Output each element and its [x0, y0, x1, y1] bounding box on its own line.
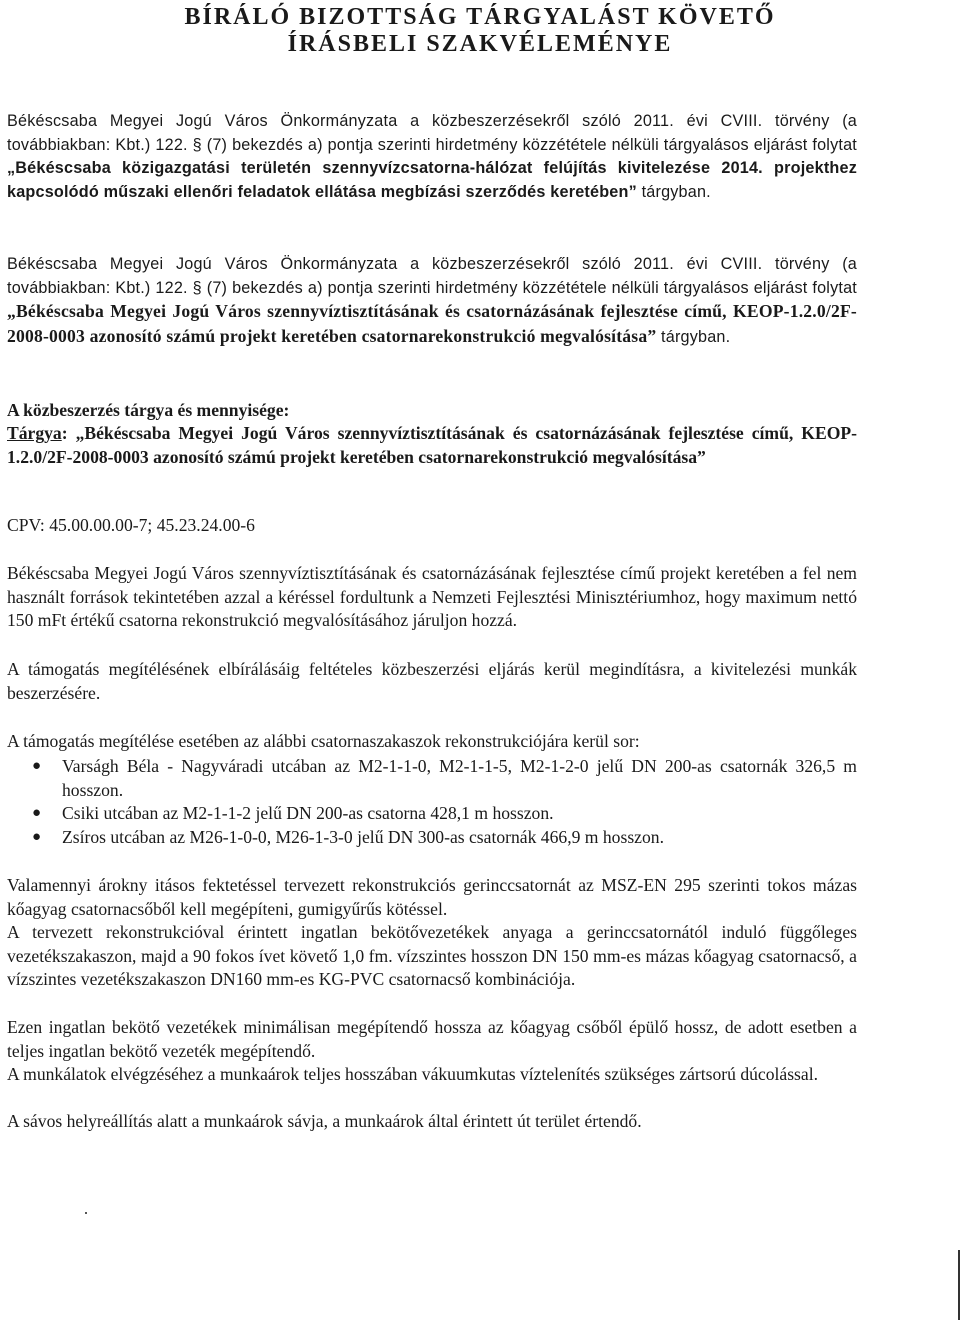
list-item: [30, 802, 857, 826]
list-item: [30, 755, 857, 802]
intro-paragraph-1: [7, 110, 857, 204]
cpv-line: CPV: 45.00.00.00-7; 45.23.24.00-6: [7, 515, 255, 535]
technical-paragraph-2: A tervezett rekonstrukcióval érintett ingatlan bekötővezetékek anyaga a gerinccsatornától induló függőleges vezetékszakaszon, majd a 90 fokos ívet követő 1,0 fm. vízszintes hosszon DN 150 mm-es mázas kőagyag csatornacső, a vízszintes vezetékszakaszon DN160 mm-es KG-PVC csatornacső kombinációja.: [7, 922, 857, 990]
subject-heading: A közbeszerzés tárgya és mennyisége:: [7, 400, 290, 420]
intro-1-subject: „Békéscsaba közigazgatási területén szennyvízcsatorna-hálózat felújítás kivitelezése 2014. projekthez kapcsolódó műszaki ellenőri feladatok ellátása megbízási szerződés keretében”: [7, 159, 857, 201]
list-item: [30, 826, 857, 850]
subject-label: Tárgya: [7, 423, 62, 443]
bullet-icon: ●: [32, 805, 42, 822]
subject-text: : „Békéscsaba Megyei Jogú Város szennyvíztisztításának és csatornázásának fejlesztése című, KEOP-1.2.0/2F-2008-0003 azonosító számú projekt keretében csatornarekonstrukció megvalósítása”: [7, 423, 857, 467]
list-item-text: Varságh Béla - Nagyváradi utcában az M2-1-1-0, M2-1-1-5, M2-1-2-0 jelű DN 200-as csatornák 326,5 m hosszon.: [62, 756, 857, 800]
scan-speck: [85, 1212, 87, 1214]
sections-list: [30, 755, 857, 849]
intro-1-tail: tárgyban.: [636, 182, 711, 201]
intro-1-lead: Békéscsaba Megyei Jogú Város Önkormányzata a közbeszerzésekről szóló 2011. évi CVIII. törvény (a továbbiakban: Kbt.) 122. § (7) bekezdés a) pontja szerinti hirdetmény közzététele nélküli tárgyalásos eljárást folytat: [7, 112, 857, 154]
technical-paragraph-3: Ezen ingatlan bekötő vezetékek minimálisan megépítendő hossza az kőagyag csőből épülő hossz, de adott esetben a teljes ingatlan bekötő vezeték megépítendő.: [7, 1017, 857, 1061]
technical-paragraph-5: A sávos helyreállítás alatt a munkaárok sávja, a munkaárok által érintett út terület értendő.: [7, 1111, 642, 1131]
technical-paragraph-4: A munkálatok elvégzéséhez a munkaárok teljes hosszában vákuumkutas víztelenítés szükséges zártsorú dúcolással.: [7, 1064, 819, 1084]
document-title-line-2: ÍRÁSBELI SZAKVÉLEMÉNYE: [287, 31, 673, 57]
technical-paragraph-1: Valamennyi árokny itásos fektetéssel tervezett rekonstrukciós gerinccsatornát az MSZ-EN 295 szerinti tokos mázas kőagyag csatornacsőből kell megépíteni, gumigyűrűs kötéssel.: [7, 875, 857, 919]
intro-2-lead: Békéscsaba Megyei Jogú Város Önkormányzata a közbeszerzésekről szóló 2011. évi CVIII. törvény (a továbbiakban: Kbt.) 122. § (7) bekezdés a) pontja szerinti hirdetmény közzététele nélküli tárgyalásos eljárást folytat: [7, 255, 857, 297]
intro-2-tail: tárgyban.: [656, 327, 731, 346]
intro-2-subject: „Békéscsaba Megyei Jogú Város szennyvíztisztításának és csatornázásának fejlesztése című, KEOP-1.2.0/2F-2008-0003 azonosító számú projekt keretében csatornarekonstrukció megvalósítása”: [7, 301, 857, 346]
list-item-text: Csiki utcában az M2-1-1-2 jelű DN 200-as csatorna 428,1 m hosszon.: [62, 803, 554, 824]
document-title-line-1: BÍRÁLÓ BIZOTTSÁG TÁRGYALÁST KÖVETŐ: [184, 4, 776, 30]
bullet-icon: ●: [32, 758, 42, 774]
list-item-text: Zsíros utcában az M26-1-0-0, M26-1-3-0 jelű DN 300-as csatornák 466,9 m hosszon.: [62, 826, 664, 847]
funding-paragraph: Békéscsaba Megyei Jogú Város szennyvíztisztításának és csatornázásának fejlesztése című projekt keretében a fel nem használt források tekintetében azzal a kéréssel fordultunk a Nemzeti Fejlesztési Minisztériumhoz, hogy maximum nettó 150 mFt értékű csatorna rekonstrukció megvalósításához járuljon hozzá.: [7, 563, 857, 631]
conditional-procedure-paragraph: A támogatás megítélésének elbírálásáig feltételes közbeszerzési eljárás kerül megindításra, a kivitelezési munkák beszerzésére.: [7, 659, 857, 703]
subject-paragraph: [7, 422, 857, 469]
intro-paragraph-2: [7, 253, 857, 349]
sections-intro: A támogatás megítélése esetében az alábbi csatornaszakaszok rekonstrukciójára kerül sor:: [7, 731, 640, 751]
bullet-icon: ●: [32, 828, 42, 845]
